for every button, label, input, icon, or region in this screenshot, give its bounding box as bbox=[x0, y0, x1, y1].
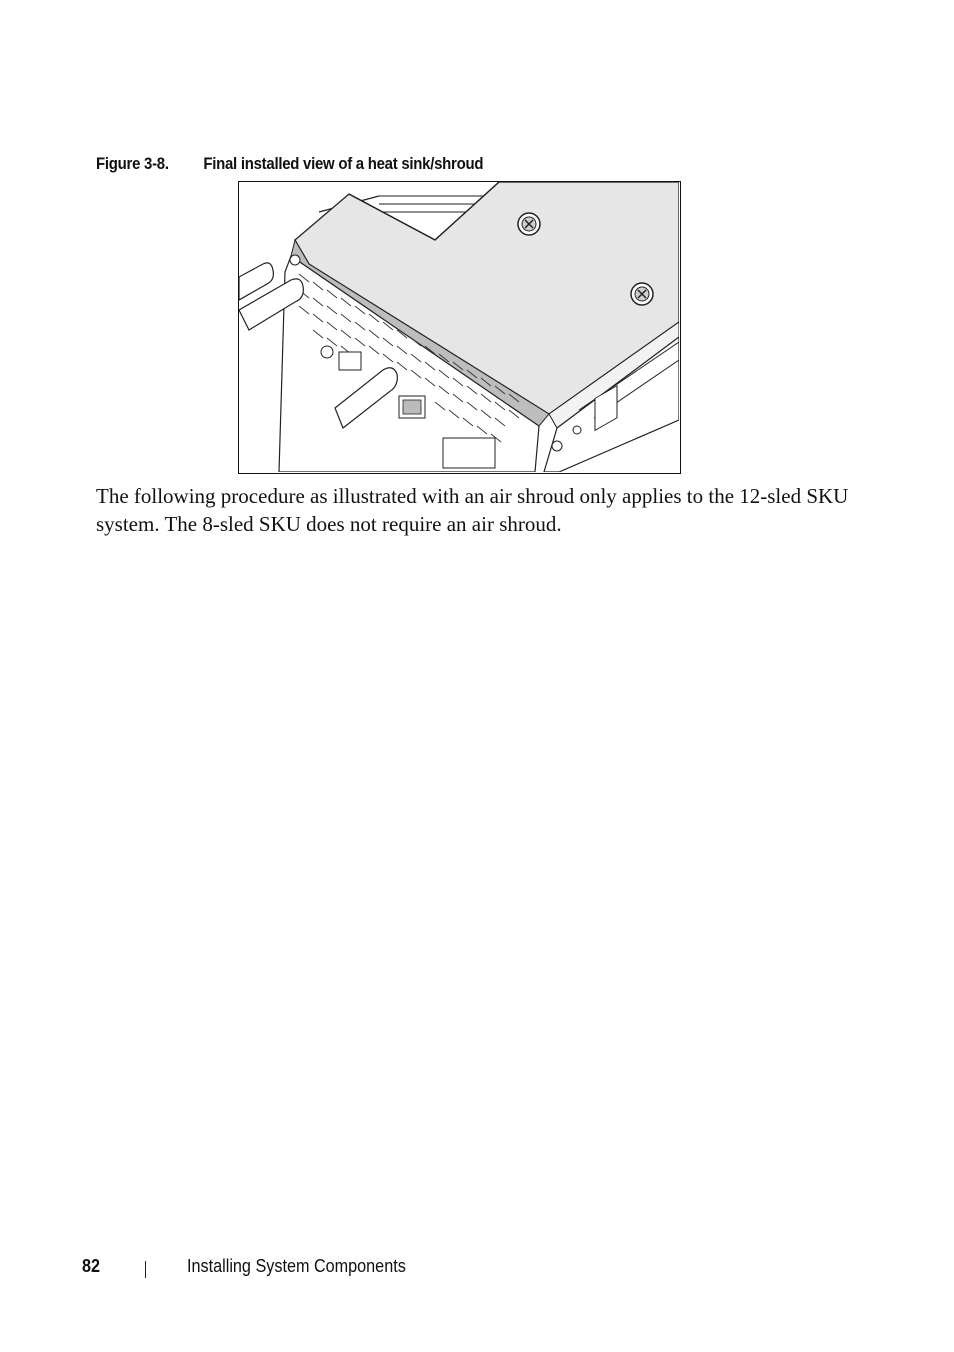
figure-number: Figure 3-8. bbox=[96, 154, 169, 173]
heat-sink-shroud-drawing bbox=[239, 182, 679, 472]
page-number: 82 bbox=[82, 1256, 101, 1276]
figure-illustration bbox=[238, 181, 681, 474]
body-text bbox=[96, 482, 856, 538]
body-paragraph: The following procedure as illustrated with an air shroud only applies to the 12-sled SKU system. The 8-sled SKU does not require an air shroud. bbox=[96, 484, 849, 536]
screw-icon bbox=[518, 213, 540, 235]
footer-divider bbox=[145, 1261, 146, 1278]
figure-title: Final installed view of a heat sink/shroud bbox=[203, 154, 484, 173]
screw-icon bbox=[631, 283, 653, 305]
section-title: Installing System Components bbox=[187, 1256, 406, 1276]
figure-caption bbox=[96, 154, 483, 174]
